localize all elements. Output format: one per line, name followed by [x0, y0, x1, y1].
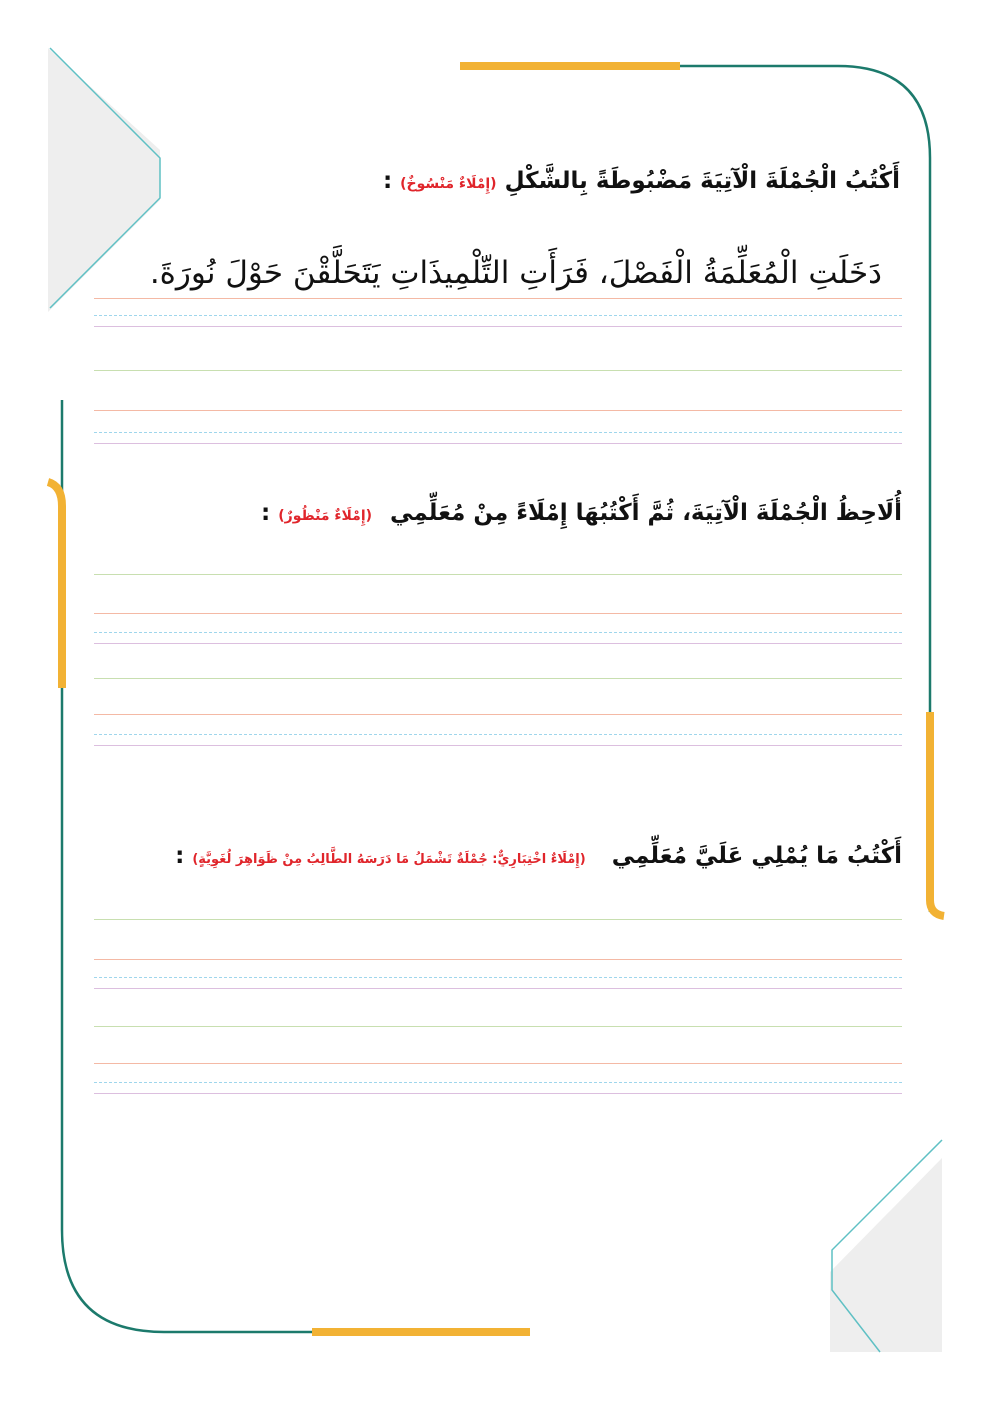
writing-line: [94, 643, 902, 644]
section2-instruction: [261, 500, 902, 526]
corner-decoration-bottom-right: [830, 1158, 942, 1352]
writing-line: [94, 574, 902, 575]
section2-note: (إِمْلَاءٌ مَنْظُورٌ): [278, 508, 373, 524]
writing-line: [94, 745, 902, 746]
section3-instruction-text: أَكْتُبُ مَا يُمْلِي عَلَيَّ مُعَلِّمِي: [611, 843, 902, 869]
writing-line: [94, 988, 902, 989]
writing-line: [94, 977, 902, 978]
section3-instruction: [175, 843, 902, 869]
section2-instruction-text: أُلَاحِظُ الْجُمْلَةَ الْآتِيَةَ، ثُمَّ أَكْتُبُهَا إِمْلَاءً مِنْ مُعَلِّمِي: [390, 500, 902, 526]
writing-line: [94, 734, 902, 735]
section1-instruction: [383, 168, 900, 194]
section1-model-sentence: [150, 255, 882, 291]
section1-colon: :: [382, 168, 393, 194]
writing-line: [94, 959, 902, 960]
writing-line: [94, 714, 902, 715]
writing-line: [94, 1082, 902, 1083]
writing-line: [94, 443, 902, 444]
accent-bar-right: [930, 712, 944, 916]
writing-lines-section2: [94, 570, 902, 750]
writing-line: [94, 326, 902, 327]
writing-line: [94, 298, 902, 299]
writing-lines-section3: [94, 915, 902, 1100]
writing-line: [94, 432, 902, 433]
section3-note: (إِمْلَاءٌ اخْتِبَارِيٌّ: جُمْلَةٌ تَشْمَلُ مَا دَرَسَهُ الطَّالِبُ مِنْ ظَوَاهِرَ لُغَوِيَّةٍ): [192, 852, 586, 867]
writing-line: [94, 632, 902, 633]
corner-decoration-top-left: [48, 48, 160, 312]
writing-line: [94, 678, 902, 679]
section1-sentence-text: دَخَلَتِ الْمُعَلِّمَةُ الْفَصْلَ، فَرَأَتِ التِّلْمِيذَاتِ يَتَحَلَّقْنَ حَوْلَ نُورَةَ.: [149, 255, 882, 291]
writing-line: [94, 315, 902, 316]
section3-colon: :: [175, 843, 185, 869]
writing-line: [94, 410, 902, 411]
writing-line: [94, 370, 902, 371]
writing-line: [94, 613, 902, 614]
writing-lines-section1: [94, 290, 902, 450]
writing-line: [94, 919, 902, 920]
section1-instruction-text: أَكْتُبُ الْجُمْلَةَ الْآتِيَةَ مَضْبُوطَةً بِالشَّكْلِ: [504, 168, 900, 194]
writing-line: [94, 1063, 902, 1064]
section2-colon: :: [261, 500, 271, 526]
section1-note: (إِمْلَاءٌ مَنْسُوخٌ): [400, 176, 497, 192]
accent-bar-left: [48, 482, 62, 688]
writing-line: [94, 1026, 902, 1027]
writing-line: [94, 1093, 902, 1094]
